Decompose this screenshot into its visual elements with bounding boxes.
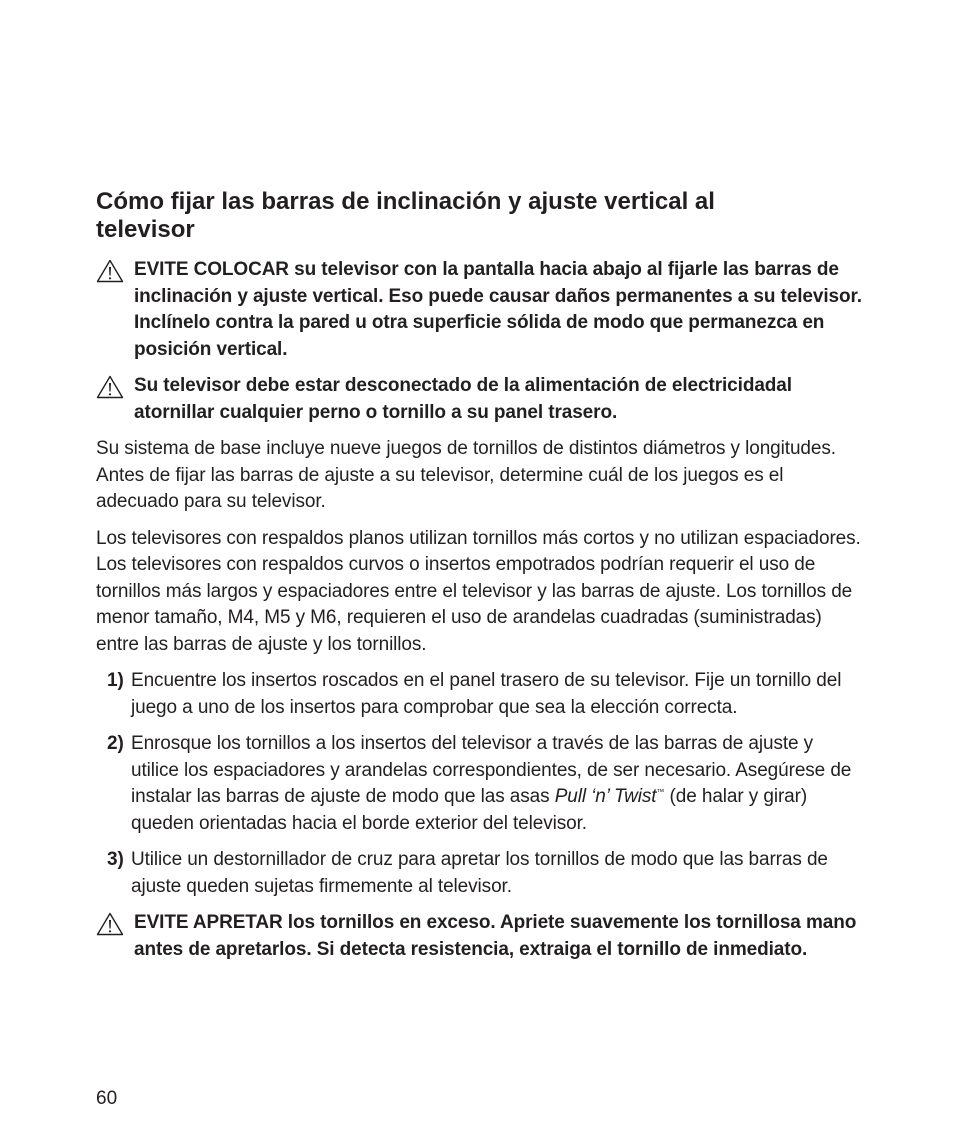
warning-text: Su televisor debe estar desconectado de la alimentación de electricidadal atornillar cualquier perno o tornillo a su panel trasero. xyxy=(134,375,792,423)
step-text: Encuentre los insertos roscados en el panel trasero de su televisor. Fije un tornillo del juego a uno de los insertos para comprobar que sea la elección correcta. xyxy=(131,670,842,718)
section-title: Cómo fijar las barras de inclinación y ajuste vertical al televisor xyxy=(96,188,715,243)
step-number: 3) xyxy=(107,849,124,870)
page-number: 60 xyxy=(96,1088,118,1109)
body-paragraph: Su sistema de base incluye nueve juegos de tornillos de distintos diámetros y longitudes. Antes de fijar las barras de ajuste a su televisor, determine cuál de los juegos es el adecuado para su televisor. xyxy=(96,438,836,512)
numbered-step xyxy=(96,668,866,721)
step-text-part: (de halar y girar) queden orientadas hacia el borde exterior del televisor. xyxy=(131,786,808,834)
step-text: Utilice un destornillador de cruz para apretar los tornillos de modo que las barras de ajuste queden sujetas firmemente al televisor. xyxy=(131,849,828,897)
trademark-symbol: ™ xyxy=(656,787,665,797)
warning-triangle-icon xyxy=(96,259,124,283)
numbered-step xyxy=(96,731,866,837)
numbered-step xyxy=(96,847,866,900)
manual-page-content xyxy=(96,188,866,973)
step-text xyxy=(131,733,851,834)
warning-text: EVITE COLOCAR su televisor con la pantalla hacia abajo al fijarle las barras de inclinación y ajuste vertical. Eso puede causar daños permanentes a su televisor. Inclínelo contra la pared u otra superficie sólida de modo que permanezca en posición vertical. xyxy=(134,259,862,360)
step-number: 1) xyxy=(107,670,124,691)
body-paragraph: Los televisores con respaldos planos utilizan tornillos más cortos y no utilizan espaciadores. Los televisores con respaldos curvos o insertos empotrados podrían requerir el uso de tornillos más largos y espaciadores entre el televisor y las barras de ajuste. Los tornillos de menor tamaño, M4, M5 y M6, requieren el uso de arandelas cuadradas (suministradas) entre las barras de ajuste y los tornillos. xyxy=(96,527,861,655)
warning-block xyxy=(96,910,866,963)
warning-triangle-icon xyxy=(96,375,124,399)
warning-block xyxy=(96,257,866,363)
warning-block xyxy=(96,373,866,426)
warning-text: EVITE APRETAR los tornillos en exceso. Apriete suavemente los tornillosa mano antes de apretarlos. Si detecta resistencia, extraiga el tornillo de inmediato. xyxy=(134,912,857,960)
warning-triangle-icon xyxy=(96,912,124,936)
step-text-part: Enrosque los tornillos a los insertos del televisor a través de las barras de ajuste y utilice los espaciadores y arandelas correspondientes, de ser necesario. Asegúrese de instalar las barras de ajuste de modo que las asas xyxy=(131,733,852,807)
step-number: 2) xyxy=(107,733,124,754)
product-name: Pull ‘n’ Twist xyxy=(554,786,657,807)
